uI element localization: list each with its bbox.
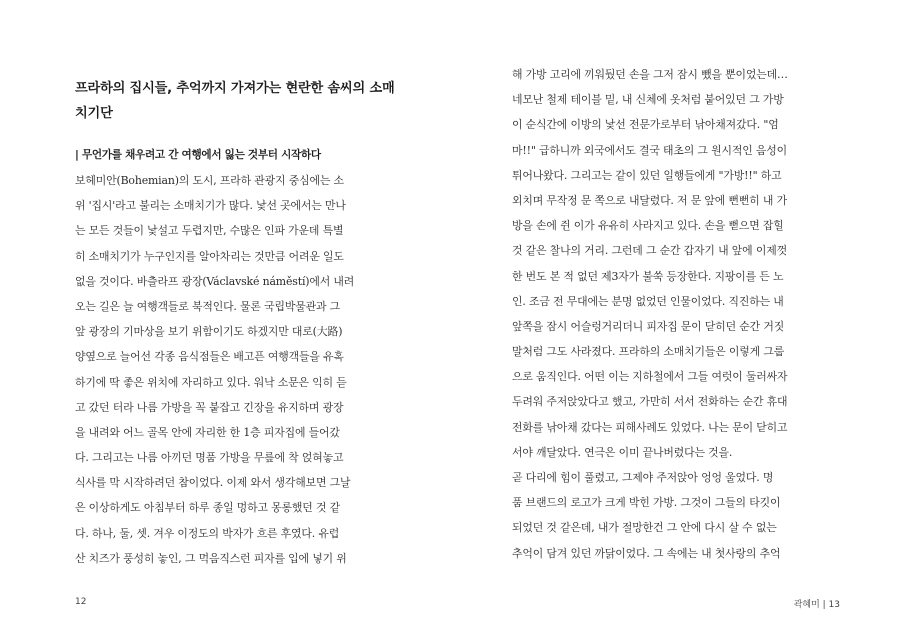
body-line: 서야 깨달았다. 연극은 이미 끝나버렸다는 것을. (512, 445, 733, 459)
body-line: 마!!" 급하니까 외국에서도 결국 태초의 그 원시적인 음성이 (512, 143, 788, 157)
right-page (450, 0, 900, 640)
body-line: 위 '집시'라고 불리는 소매치기가 많다. 낯선 곳에서는 만나 (75, 199, 346, 213)
body-line: 은 이상하게도 아침부터 하루 종일 멍하고 몽롱했던 것 같 (75, 501, 341, 515)
subheading: | 무언가를 채우려고 간 여행에서 잃는 것부터 시작하다 (75, 149, 321, 161)
body-line: 한 번도 본 적 없던 제3자가 불쑥 등장한다. 지팡이를 든 노 (512, 269, 784, 283)
page-number: 12 (75, 597, 87, 607)
body-line: 으로 움직인다. 어떤 이는 지하철에서 그들 여럿이 둘러싸자 (512, 370, 788, 384)
section-title-line: 프라하의 집시들, 추억까지 가져가는 현란한 솜씨의 소매 (75, 81, 395, 96)
body-line: 는 모든 것들이 낯설고 두렵지만, 수많은 인파 가운데 특별 (75, 224, 344, 238)
body-line: 것 같은 찰나의 거리. 그런데 그 순간 갑자기 내 앞에 이제껏 (512, 244, 787, 258)
body-line: 오는 길은 늘 여행객들로 북적인다. 물론 국립박물관과 그 (75, 299, 341, 313)
left-body-text (75, 168, 405, 571)
body-line: 고 갔던 터라 나름 가방을 꼭 붙잡고 긴장을 유지하며 광장 (75, 400, 344, 414)
running-footer: 곽혜미 | 13 (793, 600, 840, 610)
body-line: 앞쪽을 잠시 어슬렁거리더니 피자집 문이 닫히던 순간 거짓 (512, 319, 785, 333)
body-line: 다. 하나, 둘, 셋. 겨우 이정도의 박자가 흐른 후였다. 유럽 (75, 526, 340, 540)
body-line: 방을 손에 쥔 이가 유유히 사라지고 있다. 손을 뻗으면 잡힐 (512, 219, 784, 233)
body-line: 곧 다리에 힘이 풀렸고, 그제야 주저앉아 엉엉 울었다. 명 (512, 471, 774, 484)
body-line: 앞 광장의 기마상을 보기 위함이기도 하겠지만 대로(大路) (75, 325, 343, 339)
body-line: 이 순식간에 이방의 낯선 전문가로부터 낚아채져갔다. "엄 (512, 118, 779, 132)
body-line: 히 소매치기가 누구인지를 알아차리는 것만큼 어려운 일도 (75, 249, 344, 263)
body-line: 을 내려와 어느 골목 안에 자리한 한 1층 피자집에 들어갔 (75, 425, 340, 439)
body-line: 식사를 막 시작하려던 참이었다. 이제 와서 생각해보면 그날 (75, 476, 351, 490)
body-line: 없을 것이다. 바츨라프 광장(Václavské náměstí)에서 내려 (75, 274, 355, 288)
body-line: 되었던 것 같은데, 내가 절망한건 그 안에 다시 살 수 없는 (512, 521, 777, 535)
section-title-line: 치기단 (75, 106, 113, 121)
body-line: 인. 조금 전 무대에는 분명 없었던 인물이었다. 직진하는 내 (512, 294, 784, 308)
body-line: 튀어나왔다. 그리고는 같이 있던 일행들에게 "가방!!" 하고 (512, 168, 782, 182)
body-line: 양옆으로 늘어선 각종 음식점들은 배고픈 여행객들을 유혹 (75, 350, 344, 364)
body-line: 품 브랜드의 로고가 크게 박힌 가방. 그것이 그들의 타깃이 (512, 496, 781, 510)
section-title (75, 76, 405, 126)
right-body-text (512, 62, 842, 566)
body-line: 산 치즈가 풍성히 놓인, 그 먹음직스런 피자를 입에 넣기 위 (75, 551, 347, 565)
body-line: 외치며 무작정 문 쪽으로 내달렸다. 저 문 앞에 뻔뻔히 내 가 (512, 193, 787, 207)
body-line: 두려워 주저앉았다고 했고, 가만히 서서 전화하는 순간 휴대 (512, 395, 788, 409)
body-line: 추억이 담겨 있던 까닭이었다. 그 속에는 내 첫사랑의 추억 (512, 546, 781, 560)
body-line: 말처럼 그도 사라졌다. 프라하의 소매치기들은 이렇게 그룹 (512, 345, 785, 359)
body-line: 해 가방 고리에 끼워뒀던 손을 그저 잠시 뺐을 뿐이었는데… (512, 68, 788, 81)
body-line: 보헤미안(Bohemian)의 도시, 프라하 관광지 중심에는 소 (75, 174, 344, 187)
body-line: 다. 그리고는 나름 아끼던 명품 가방을 무릎에 착 얹혀놓고 (75, 451, 344, 465)
body-line: 하기에 딱 좋은 위치에 자리하고 있다. 워낙 소문은 익히 듣 (75, 375, 347, 389)
body-line: 네모난 철제 테이블 밑, 내 신체에 옷처럼 붙어있던 그 가방 (512, 93, 784, 107)
body-line: 전화를 낚아채 갔다는 피해사례도 있었다. 나는 문이 닫히고 (512, 420, 788, 434)
